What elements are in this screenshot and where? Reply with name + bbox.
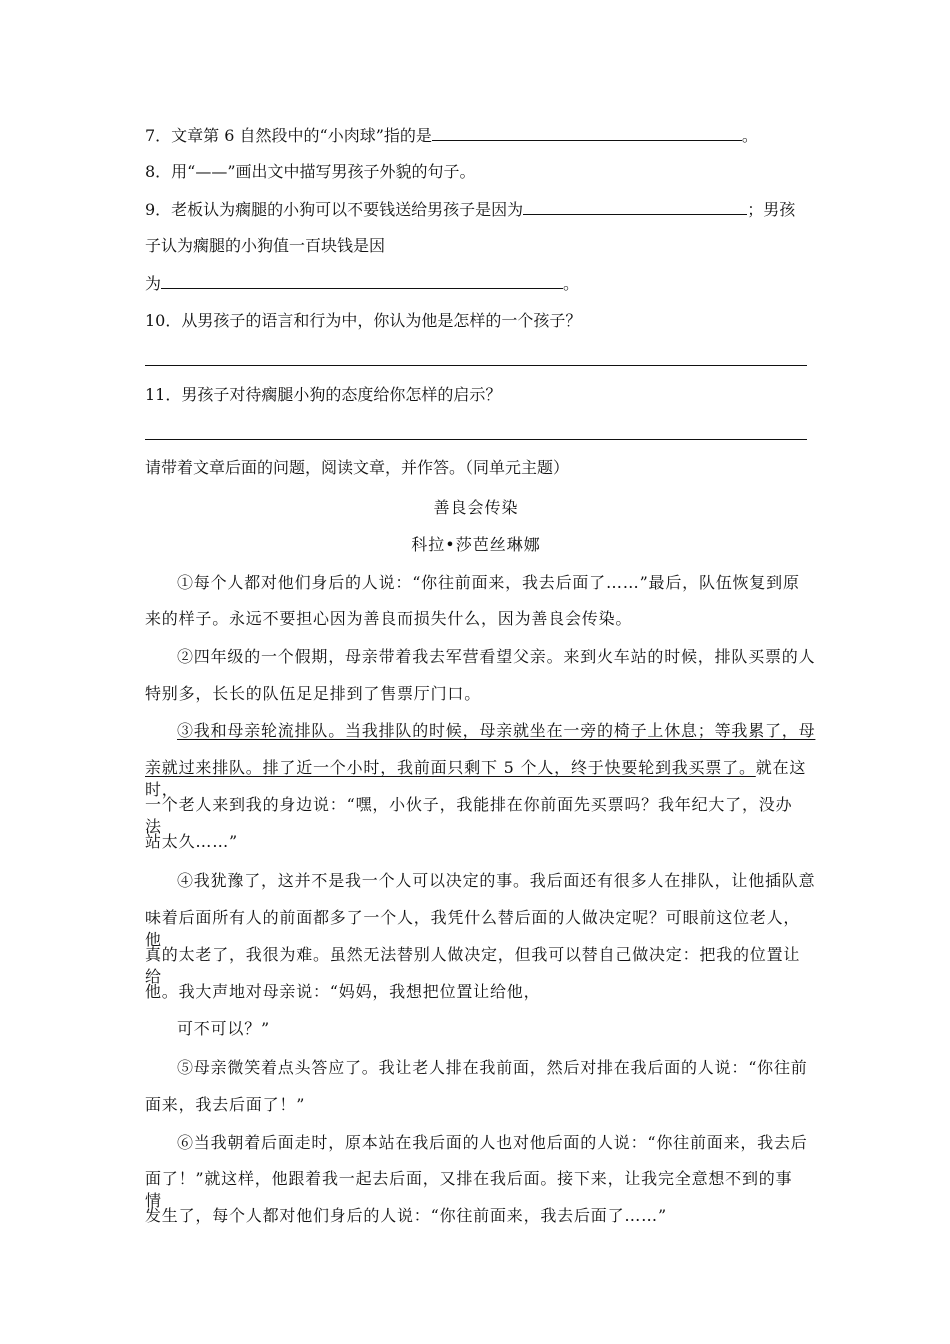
question-9-line-2: 子认为瘸腿的小狗值一百块钱是因: [145, 236, 386, 255]
article-title: 善良会传染: [433, 498, 519, 517]
answer-line-10[interactable]: [145, 365, 807, 366]
paragraph-4-line-5: 可不可以？”: [177, 1019, 270, 1038]
question-8: 8．用“——”画出文中描写男孩子外貌的句子。: [145, 162, 476, 181]
paragraph-3-line-3: 一个老人来到我的身边说：“嘿，小伙子，我能排在你前面先买票吗？我年纪大了，没办法: [145, 795, 793, 836]
question-9-line-3-end: 。: [563, 274, 580, 293]
paragraph-2-line-2: 特别多，长长的队伍足足排到了售票厅门口。: [145, 684, 482, 703]
question-9-tail: ；男孩: [747, 200, 796, 219]
question-7: [145, 124, 758, 147]
answer-line-11[interactable]: [145, 439, 807, 440]
question-9-text: 9．老板认为瘸腿的小狗可以不要钱送给男孩子是因为: [145, 200, 524, 219]
paragraph-4-line-4: 他。我大声地对母亲说：“妈妈，我想把位置让给他，: [145, 982, 541, 1001]
paragraph-3-line-2-rest: 就在这时，: [145, 758, 807, 799]
question-7-text: 7．文章第 6 自然段中的“小肉球”指的是: [145, 126, 432, 145]
article-author: 科拉•莎芭丝琳娜: [411, 535, 541, 554]
paragraph-2-line-1: ②四年级的一个假期，母亲带着我去军营看望父亲。来到火车站的时候，排队买票的人: [177, 647, 816, 666]
paragraph-4-line-2: 味着后面所有人的前面都多了一个人，我凭什么替后面的人做决定呢？可眼前这位老人，他: [145, 908, 801, 949]
question-9-line-3-text: 为: [145, 274, 162, 293]
paragraph-1-line-1: ①每个人都对他们身后的人说：“你往前面来，我去后面了……”最后，队伍恢复到原: [177, 573, 800, 592]
answer-blank-9b[interactable]: [161, 272, 563, 289]
question-7-end: 。: [741, 126, 758, 145]
paragraph-3-line-4: 站太久……”: [145, 832, 238, 851]
question-9-line-3: [145, 272, 579, 295]
question-9: [145, 198, 795, 221]
paragraph-6-line-1: ⑥当我朝着后面走时，原本站在我后面的人也对他后面的人说：“你往前面来，我去后: [177, 1133, 808, 1152]
paragraph-6-line-2: 面了！”就这样，他跟着我一起去后面，又排在我后面。接下来，让我完全意想不到的事情: [145, 1169, 793, 1210]
paragraph-3-line-1: ③我和母亲轮流排队。当我排队的时候，母亲就坐在一旁的椅子上休息；等我累了，母: [177, 721, 816, 740]
paragraph-1-line-2: 来的样子。永远不要担心因为善良而损失什么，因为善良会传染。: [145, 609, 633, 628]
underlined-sentence: 亲就过来排队。排了近一个小时，我前面只剩下 5 个人，终于快要轮到我买票了。: [145, 758, 756, 777]
paragraph-4-line-1: ④我犹豫了，这并不是我一个人可以决定的事。我后面还有很多人在排队，让他插队意: [177, 871, 816, 890]
paragraph-4-line-3: 真的太老了，我很为难。虽然无法替别人做决定，但我可以替自己做决定：把我的位置让给: [145, 945, 801, 986]
paragraph-5-line-1: ⑤母亲微笑着点头答应了。我让老人排在我前面，然后对排在我后面的人说：“你往前: [177, 1058, 808, 1077]
question-10: 10．从男孩子的语言和行为中，你认为他是怎样的一个孩子？: [145, 311, 582, 330]
question-11: 11．男孩子对待瘸腿小狗的态度给你怎样的启示？: [145, 385, 502, 404]
answer-blank-7[interactable]: [432, 124, 742, 141]
paragraph-6-line-3: 发生了，每个人都对他们身后的人说：“你往前面来，我去后面了……”: [145, 1206, 667, 1225]
reading-instruction: 请带着文章后面的问题，阅读文章，并作答。（同单元主题）: [145, 458, 570, 477]
paragraph-5-line-2: 面来，我去后面了！”: [145, 1095, 306, 1114]
answer-blank-9a[interactable]: [523, 198, 747, 215]
